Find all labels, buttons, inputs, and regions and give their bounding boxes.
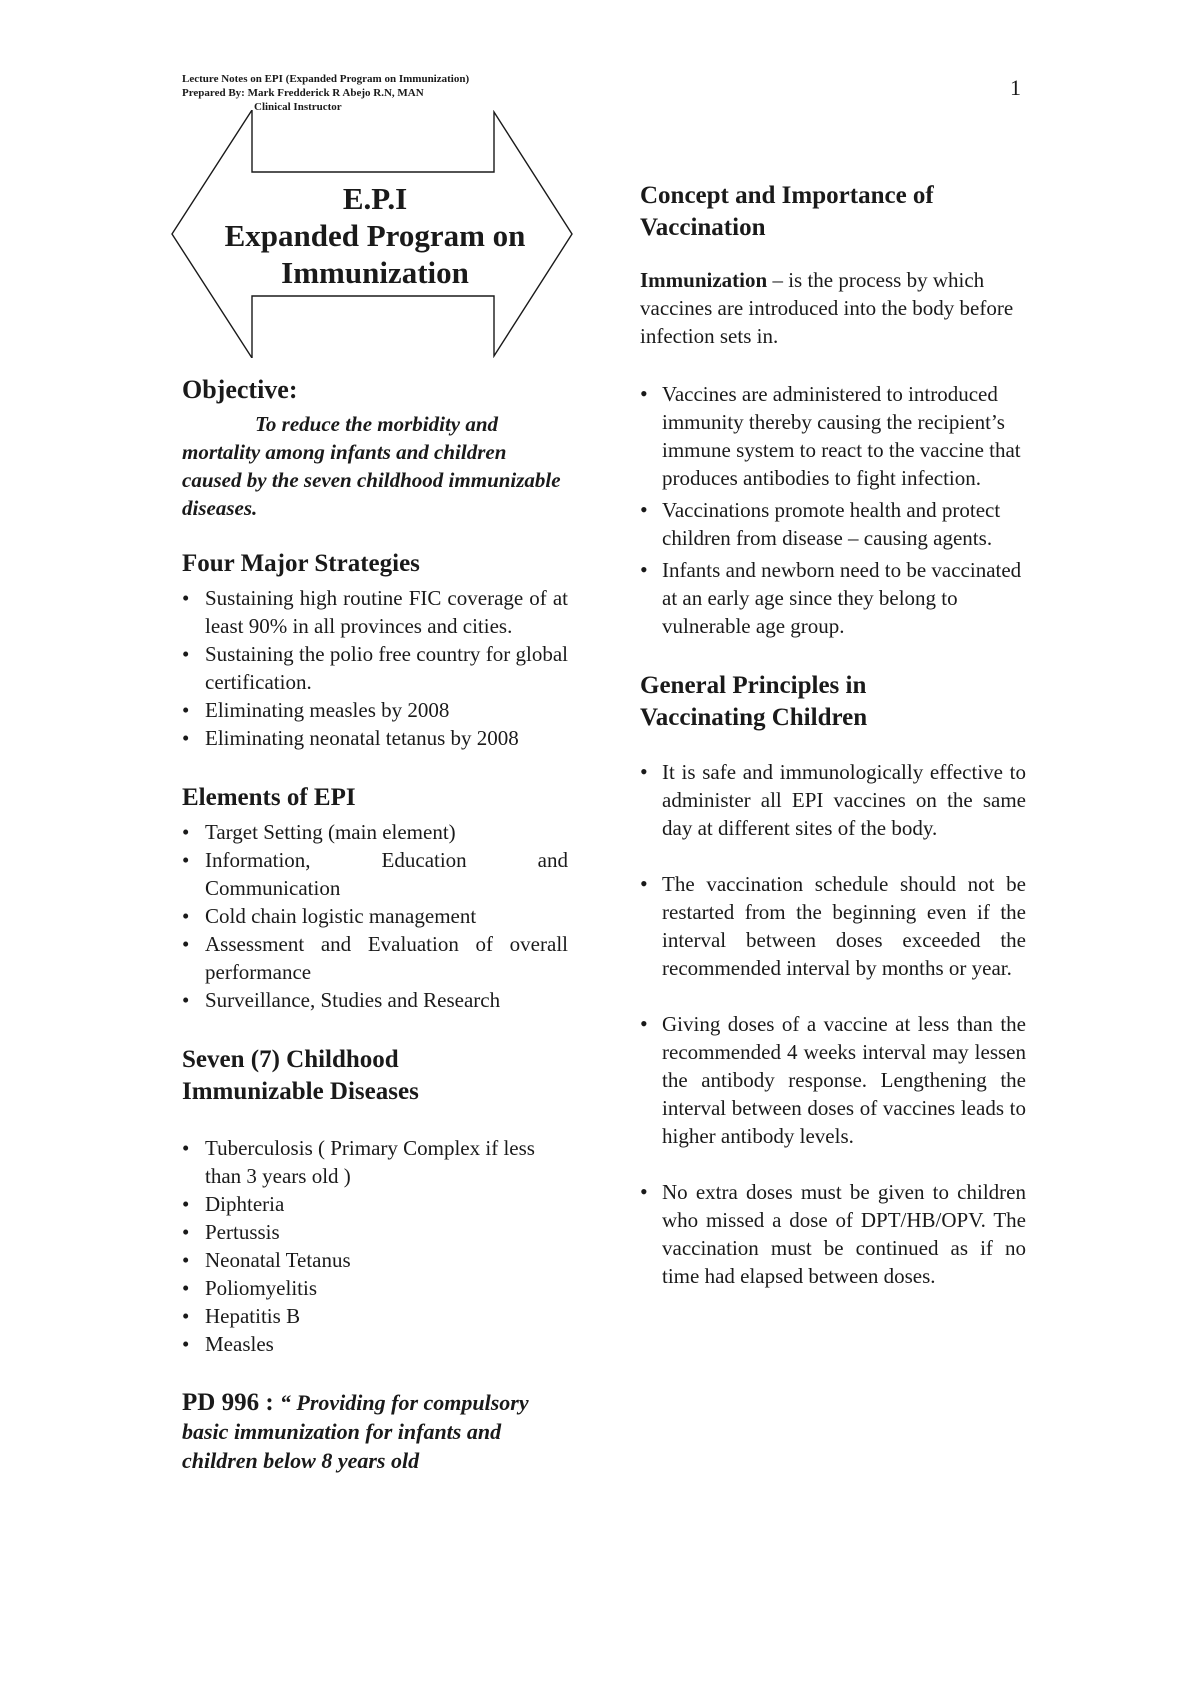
list-item: • Vaccinations promote health and protect children from disease – causing agents.	[640, 496, 1026, 552]
list-item: • Diphteria	[182, 1190, 568, 1218]
list-item: • It is safe and immunologically effective to administer all EPI vaccines on the same day at different sites of the body.	[640, 758, 1026, 842]
principles-heading-2: Vaccinating Children	[640, 704, 868, 731]
pd-text: “ Providing for compulsory basic immunization for infants and children below 8 years old	[182, 1390, 529, 1473]
left-column	[182, 374, 568, 1475]
elements-list	[182, 818, 568, 1014]
right-column	[640, 180, 1026, 1290]
elements-heading: Elements of EPI	[182, 784, 356, 811]
immunization-definition	[640, 266, 1026, 350]
objective-heading: Objective:	[182, 375, 298, 404]
concept-section	[640, 180, 1026, 640]
diseases-heading-1: Seven (7) Childhood	[182, 1046, 399, 1073]
list-item: • Cold chain logistic management	[182, 902, 568, 930]
objective-section	[182, 374, 568, 522]
header-line-2: Prepared By: Mark Fredderick R Abejo R.N, MAN	[182, 87, 424, 99]
principles-section	[640, 670, 1026, 1290]
list-item: • Surveillance, Studies and Research	[182, 986, 568, 1014]
list-item: • Sustaining the polio free country for global certification.	[182, 640, 568, 696]
immunization-term: Immunization	[640, 268, 768, 292]
pd-label: PD 996 :	[182, 1389, 274, 1416]
list-item: • Vaccines are administered to introduced immunity thereby causing the recipient’s immune system to react to the vaccine that produces antibodies to fight infection.	[640, 380, 1026, 492]
list-item: • No extra doses must be given to children who missed a dose of DPT/HB/OPV. The vaccination must be continued as if no time had elapsed between doses.	[640, 1178, 1026, 1290]
list-item: • Hepatitis B	[182, 1302, 568, 1330]
list-item: • Sustaining high routine FIC coverage of at least 90% in all provinces and cities.	[182, 584, 568, 640]
strategies-section	[182, 548, 568, 752]
banner-title	[170, 180, 580, 291]
definition-text: – is the process by which vaccines are introduced into the body before infection sets in.	[640, 268, 1014, 348]
pd-996-section	[182, 1388, 568, 1475]
list-item: • Measles	[182, 1330, 568, 1358]
list-item: • Infants and newborn need to be vaccinated at an early age since they belong to vulnerable age group.	[640, 556, 1026, 640]
principles-heading-1: General Principles in	[640, 672, 867, 699]
strategies-heading: Four Major Strategies	[182, 550, 420, 577]
objective-text: To reduce the morbidity and mortality among infants and children caused by the seven childhood immunizable diseases.	[182, 412, 561, 520]
list-item: • Pertussis	[182, 1218, 568, 1246]
concept-heading-2: Vaccination	[640, 214, 766, 241]
diseases-section	[182, 1044, 568, 1358]
diseases-heading-2: Immunizable Diseases	[182, 1078, 419, 1105]
page-number: 1	[1010, 75, 1021, 100]
strategies-list	[182, 584, 568, 752]
list-item: • The vaccination schedule should not be restarted from the beginning even if the interval between doses exceeded the recommended interval by months or year.	[640, 870, 1026, 982]
list-item: • Eliminating neonatal tetanus by 2008	[182, 724, 568, 752]
banner-subtitle-1: Expanded Program on	[224, 218, 526, 253]
principles-list	[640, 758, 1026, 1290]
document-header	[182, 72, 469, 114]
list-item: • Giving doses of a vaccine at less than the recommended 4 weeks interval may lessen the antibody response. Lengthening the interval between doses of vaccines leads to higher antibody levels.	[640, 1010, 1026, 1150]
list-item: • Tuberculosis ( Primary Complex if less than 3 years old )	[182, 1134, 568, 1190]
concept-heading-1: Concept and Importance of	[640, 182, 934, 209]
header-line-1: Lecture Notes on EPI (Expanded Program on Immunization)	[182, 73, 470, 85]
header-line-3: Clinical Instructor	[254, 101, 342, 113]
list-item: • Information, Education and Communication	[182, 846, 568, 902]
banner-subtitle-2: Immunization	[281, 255, 469, 290]
title-banner	[170, 110, 580, 358]
list-item: • Poliomyelitis	[182, 1274, 568, 1302]
elements-section	[182, 782, 568, 1014]
banner-title-abbrev: E.P.I	[342, 181, 408, 216]
list-item: • Target Setting (main element)	[182, 818, 568, 846]
list-item: • Assessment and Evaluation of overall performance	[182, 930, 568, 986]
list-item: • Neonatal Tetanus	[182, 1246, 568, 1274]
diseases-list	[182, 1134, 568, 1358]
list-item: • Eliminating measles by 2008	[182, 696, 568, 724]
concept-list	[640, 380, 1026, 640]
